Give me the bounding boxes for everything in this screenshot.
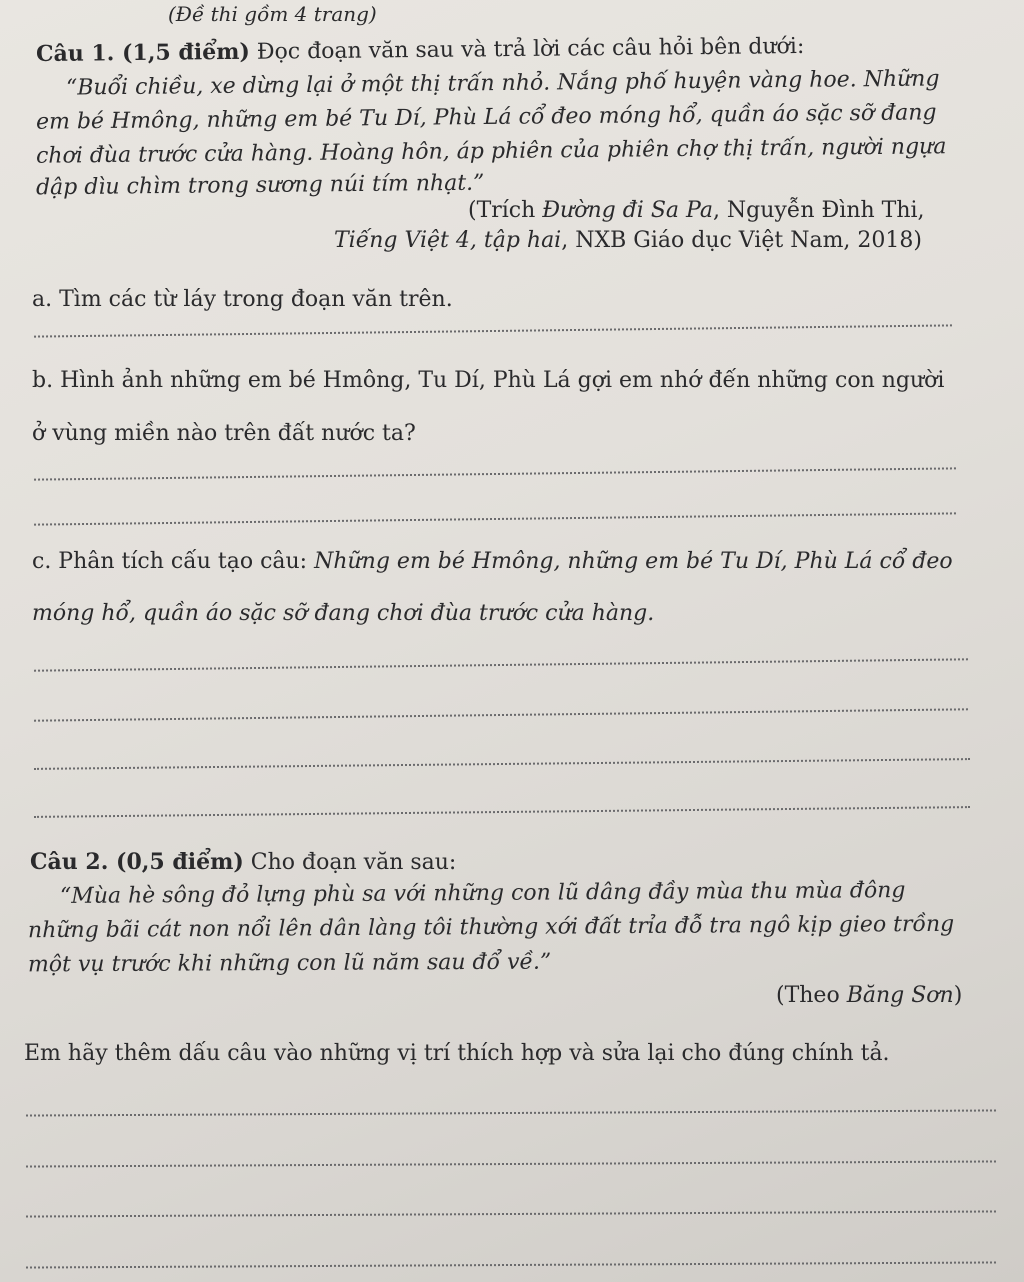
q1-source-book: Tiếng Việt 4, tập hai xyxy=(334,228,562,253)
q1-source-publisher: , NXB Giáo dục Việt Nam, 2018) xyxy=(561,228,922,253)
q1-passage-line: “Buổi chiều, xe dừng lại ở một thị trấn nhỏ. Nắng phố huyện vàng hoe. Những xyxy=(65,66,940,101)
q2-title-label: Câu 2. (0,5 điểm) xyxy=(30,849,244,875)
answer-line[interactable] xyxy=(34,512,956,525)
answer-line[interactable] xyxy=(34,708,968,721)
answer-line[interactable] xyxy=(34,758,970,770)
answer-line[interactable] xyxy=(34,658,968,671)
q1-source-line-1 xyxy=(468,197,925,225)
q1b-prompt-cont: ở vùng miền nào trên đất nước ta? xyxy=(32,421,416,446)
q1c-prefix: c. Phân tích cấu tạo câu: xyxy=(32,549,315,574)
q2-passage-line: một vụ trước khi những con lũ năm sau đổ về.” xyxy=(27,949,552,978)
q1-source-pre: (Trích xyxy=(468,198,543,223)
q2-source-pre: (Theo xyxy=(776,983,847,1008)
q2-source xyxy=(776,982,962,1010)
answer-line[interactable] xyxy=(26,1109,996,1116)
answer-line[interactable] xyxy=(26,1261,996,1268)
q1-passage-line: em bé Hmông, những em bé Tu Dí, Phù Lá cổ đeo móng hổ, quần áo sặc sỡ đang xyxy=(35,100,937,135)
q2-passage-line: “Mùa hè sông đỏ lựng phù sa với những con lũ dâng đầy mùa thu mùa đông xyxy=(59,878,906,909)
q1-title xyxy=(36,32,805,69)
q1b-prompt: b. Hình ảnh những em bé Hmông, Tu Dí, Phù Lá gợi em nhớ đến những con người xyxy=(32,368,945,393)
answer-line[interactable] xyxy=(34,467,956,480)
q1-title-text: Đọc đoạn văn sau và trả lời các câu hỏi bên dưới: xyxy=(249,33,805,65)
q1c-sentence: Những em bé Hmông, những em bé Tu Dí, Phù Lá cổ đeo xyxy=(314,549,953,574)
answer-line[interactable] xyxy=(26,1160,996,1167)
q2-passage-line: những bãi cát non nổi lên dân làng tôi thường xới đất trỉa đỗ tra ngô kịp gieo trồng xyxy=(27,911,955,944)
q1c-sentence-cont: móng hổ, quần áo sặc sỡ đang chơi đùa trước cửa hàng. xyxy=(32,601,655,626)
q1-source-post: , Nguyễn Đình Thi, xyxy=(712,198,925,223)
answer-line[interactable] xyxy=(34,324,952,337)
q1-passage-line: chơi đùa trước cửa hàng. Hoàng hôn, áp phiên của phiên chợ thị trấn, người ngựa xyxy=(35,134,947,169)
q1a-prompt: a. Tìm các từ láy trong đoạn văn trên. xyxy=(32,287,453,312)
q2-title xyxy=(30,848,456,877)
q1c-prompt xyxy=(32,548,953,576)
page-count-note: (Đề thi gồm 4 trang) xyxy=(168,2,377,26)
q2-source-post: ) xyxy=(953,983,963,1008)
q2-title-text: Cho đoạn văn sau: xyxy=(243,850,457,875)
q1-source-line-2 xyxy=(334,227,922,255)
q2-source-author: Băng Sơn xyxy=(846,983,954,1008)
q2-instruction: Em hãy thêm dấu câu vào những vị trí thích hợp và sửa lại cho đúng chính tả. xyxy=(24,1041,890,1066)
answer-line[interactable] xyxy=(26,1210,996,1217)
q1-passage-line: dập dìu chìm trong sương núi tím nhạt.” xyxy=(35,170,485,201)
q1-title-label: Câu 1. (1,5 điểm) xyxy=(35,38,250,68)
q1-source-title: Đường đi Sa Pa xyxy=(542,198,713,223)
answer-line[interactable] xyxy=(34,806,970,818)
